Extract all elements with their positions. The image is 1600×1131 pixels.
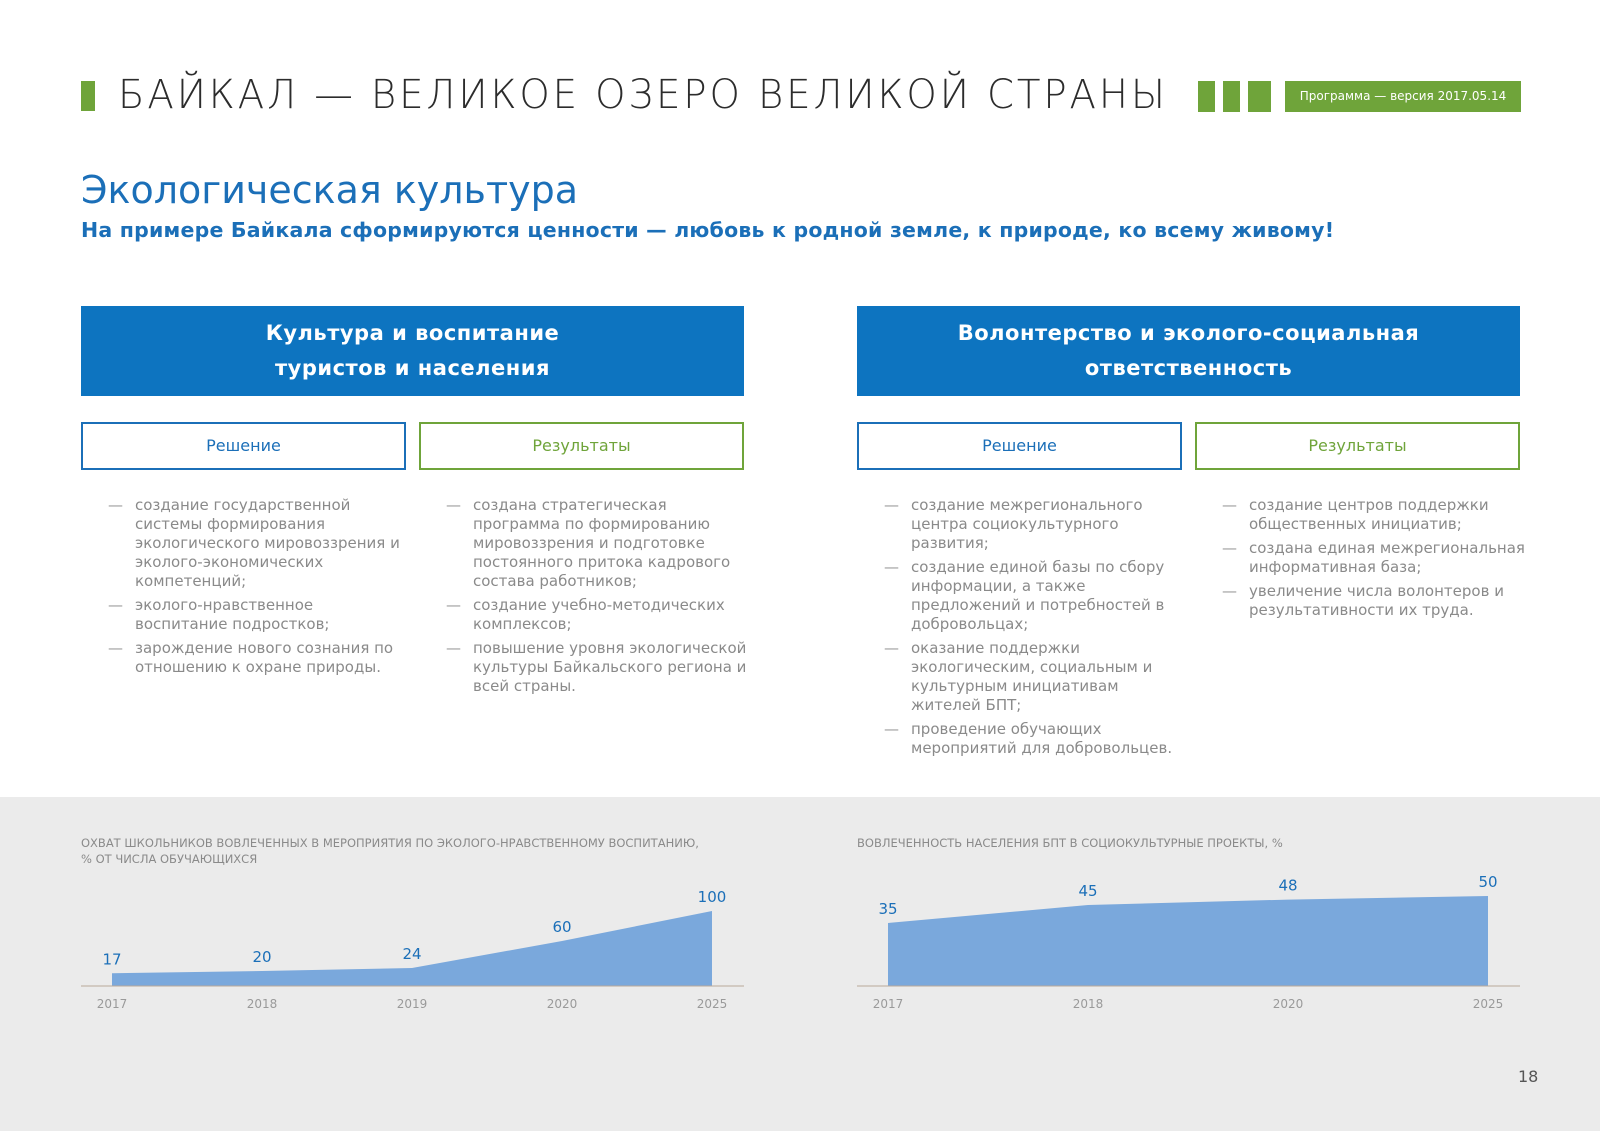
version-badge: Программа — версия 2017.05.14: [1285, 81, 1521, 112]
list-item: — создание учебно-методических комплексов;: [446, 596, 751, 634]
x-tick-label: 2017: [96, 997, 128, 1011]
list-item: — создание государственной системы формирования экологического мировоззрения и эколого-экономических компетенций;: [108, 496, 408, 591]
list-item: — эколого-нравственное воспитание подростков;: [108, 596, 408, 634]
list-item: — создание межрегионального центра социокультурного развития;: [884, 496, 1189, 553]
x-tick-label: 2018: [246, 997, 278, 1011]
data-label: 50: [1478, 873, 1498, 891]
x-tick-label: 2017: [872, 997, 904, 1011]
x-tick-label: 2020: [546, 997, 578, 1011]
list-item: — создание центров поддержки общественных инициатив;: [1222, 496, 1527, 534]
data-label: 24: [402, 945, 422, 963]
data-label: 17: [102, 950, 122, 969]
column-heading-line: Культура и воспитание: [265, 321, 560, 345]
x-tick-label: 2025: [1472, 997, 1504, 1011]
x-tick-label: 2025: [696, 997, 728, 1011]
data-label: 20: [252, 948, 272, 966]
list-item: — создана стратегическая программа по формированию мировоззрения и подготовке постоянного притока кадрового состава работников;: [446, 496, 751, 591]
list-item: — проведение обучающих мероприятий для добровольцев.: [884, 720, 1189, 758]
data-label: 35: [878, 900, 898, 918]
results-label-box: Результаты: [419, 422, 744, 470]
list-item: — создана единая межрегиональная информативная база;: [1222, 539, 1527, 577]
header-title: БАЙКАЛ — ВЕЛИКОЕ ОЗЕРО ВЕЛИКОЙ СТРАНЫ: [118, 72, 1168, 118]
list-item: — создание единой базы по сбору информации, а также предложений и потребностей в добровольцах;: [884, 558, 1189, 634]
list-item: — повышение уровня экологической культуры Байкальского региона и всей страны.: [446, 639, 751, 696]
list-item: — оказание поддержки экологическим, социальным и культурным инициативам жителей БПТ;: [884, 639, 1189, 715]
results-label-box: Результаты: [1195, 422, 1520, 470]
column-heading-line: ответственность: [1084, 356, 1293, 380]
section-subtitle: На примере Байкала сформируются ценности — любовь к родной земле, к природе, ко всему живому!: [81, 218, 1335, 242]
chart-caption-schoolchildren: ОХВАТ ШКОЛЬНИКОВ ВОВЛЕЧЕННЫХ В МЕРОПРИЯТИЯ ПО ЭКОЛОГО-НРАВСТВЕННОМУ ВОСПИТАНИЮ, % ОТ ЧИСЛА ОБУЧАЮЩИХСЯ: [81, 836, 699, 866]
x-tick-label: 2020: [1272, 997, 1304, 1011]
chart-caption-population: ВОВЛЕЧЕННОСТЬ НАСЕЛЕНИЯ БПТ В СОЦИОКУЛЬТУРНЫЕ ПРОЕКТЫ, %: [857, 836, 1283, 850]
x-tick-label: 2019: [396, 997, 428, 1011]
solution-label-box: Решение: [857, 422, 1182, 470]
list-item: — зарождение нового сознания по отношению к охране природы.: [108, 639, 408, 677]
data-label: 100: [697, 888, 727, 906]
data-label: 45: [1078, 882, 1098, 900]
x-tick-label: 2018: [1072, 997, 1104, 1011]
data-label: 48: [1278, 876, 1298, 895]
column-heading-line: туристов и населения: [275, 356, 550, 380]
list-item: — увеличение числа волонтеров и результативности их труда.: [1222, 582, 1527, 620]
area-series: [888, 896, 1488, 986]
page-number: 18: [1518, 1067, 1539, 1086]
solution-label-box: Решение: [81, 422, 406, 470]
data-label: 60: [552, 918, 572, 936]
column-heading-line: Волонтерство и эколого-социальная: [957, 321, 1420, 345]
section-title: Экологическая культура: [81, 168, 578, 212]
